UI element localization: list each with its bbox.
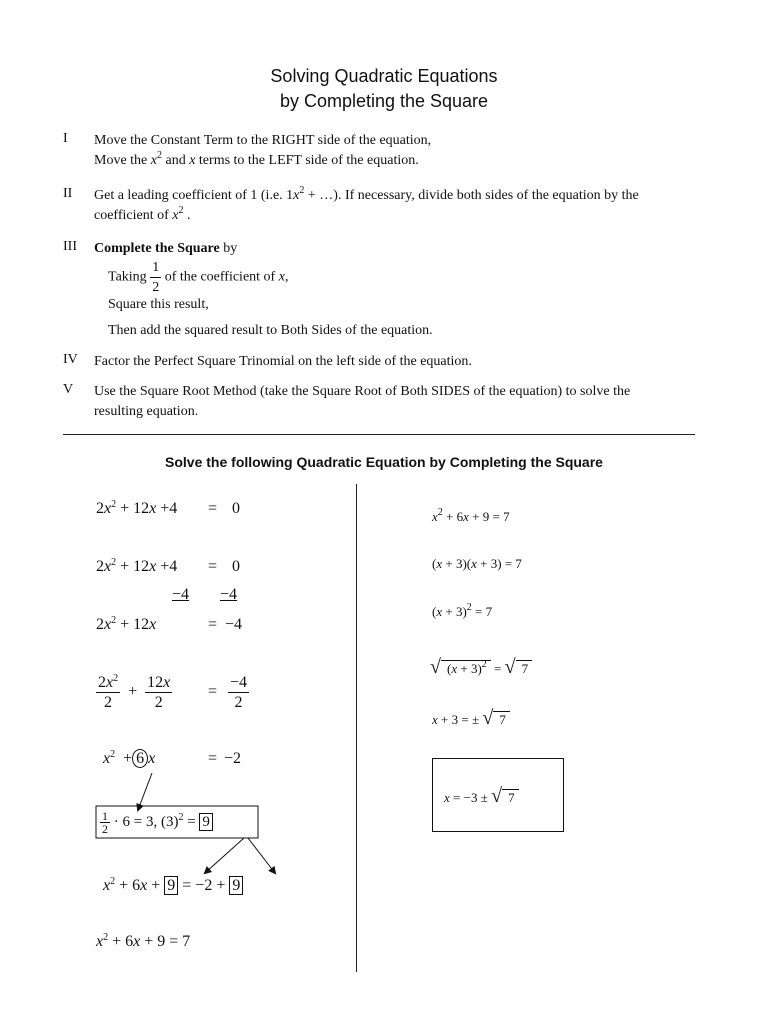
sqrt-icon: √	[504, 656, 516, 678]
step-line: Get a leading coefficient of 1 (i.e. $1x^2$ + …). If necessary, divide both sides of the equation by the	[94, 185, 639, 203]
equation-line: $x^2 + 6x + 9 = -2 + 9$	[103, 877, 243, 895]
equation-rhs: −2	[224, 750, 242, 767]
fraction: $\frac{-4}{2}$	[230, 674, 248, 711]
section-heading: Solve the following Quadratic Equation by Completing the Square	[165, 454, 603, 470]
equation-line: √ $(x + 3)^2$ = √ 7	[430, 656, 532, 679]
equation-rhs: −4	[225, 616, 243, 633]
equation-line: $2x^2 + 12x$	[96, 615, 157, 633]
equation-line: (x + 3)(x + 3) = 7	[432, 556, 522, 571]
subtraction-right: −4	[220, 586, 238, 603]
arrow	[248, 838, 275, 873]
step-number: II	[63, 186, 73, 201]
subtraction-left: −4	[172, 586, 190, 603]
equation-rhs: 0	[232, 500, 240, 517]
fraction: $\frac{12x}{2}$	[147, 674, 171, 711]
page-title-line1: Solving Quadratic Equations	[270, 66, 498, 86]
fraction-one-half: $\frac{1}{2}$	[152, 260, 160, 295]
step-line: Use the Square Root Method (take the Square Root of Both SIDES of the equation) to solve the	[94, 384, 631, 399]
equals-sign: =	[208, 500, 218, 517]
fraction-equation: $\frac{2x^2}{2}$ + $\frac{12x}{2}$	[98, 673, 171, 711]
equals-sign: =	[208, 558, 218, 575]
sqrt-icon: √	[491, 785, 503, 807]
boxed-value: 9	[164, 876, 178, 895]
equation-line: $2x^2 + 12x +4$	[96, 557, 178, 575]
step-line: coefficient of $x^2$ .	[94, 205, 191, 223]
equation-line: x + 3 = ± √ 7	[432, 707, 510, 730]
circled-coefficient: 6	[132, 749, 148, 768]
sqrt-icon: √	[482, 707, 494, 729]
boxed-value: 9	[199, 813, 213, 831]
fraction: $\frac{2x^2}{2}$	[98, 673, 119, 711]
page-title-line2: by Completing the Square	[279, 91, 489, 111]
step-line: Square this result,	[108, 297, 209, 312]
step-line: Then add the squared result to Both Sides of the equation.	[108, 323, 433, 338]
equals-sign: =	[208, 616, 218, 633]
half-coefficient-calc: $\frac{1}{2}$ · 6 = 3, $(3)^2 = 9$	[100, 810, 213, 835]
step-line: resulting equation.	[94, 404, 199, 419]
equation-line: $x^2 + 6$ x	[103, 749, 156, 767]
step-heading: Complete the Square by	[94, 241, 238, 256]
equation-line: $x^2 + 6x + 9 = 7$	[96, 932, 191, 950]
equals-sign: =	[208, 683, 218, 700]
step-number: III	[63, 239, 77, 254]
equation-line: $2x^2 + 12x +4$	[96, 499, 178, 517]
step-line: Move the $x^2$ and x terms to the LEFT side of the equation.	[94, 150, 419, 168]
final-answer: x = −3 ± √ 7	[444, 785, 519, 808]
equation-line: $(x + 3)^2 = 7$	[432, 602, 493, 619]
step-number: I	[63, 131, 68, 146]
arrow	[138, 773, 152, 810]
step-line: Move the Constant Term to the RIGHT side of the equation,	[94, 133, 432, 148]
step-number: IV	[63, 352, 78, 367]
boxed-value: 9	[229, 876, 243, 895]
equals-sign: =	[208, 750, 218, 767]
equation-line: $x^2 + 6x + 9 = 7$	[432, 507, 510, 524]
step-line: Taking $\frac{1}{2}$ of the coefficient of x,	[108, 260, 289, 295]
sqrt-icon: √	[430, 656, 441, 678]
arrow	[205, 838, 244, 873]
step-line: Factor the Perfect Square Trinomial on the left side of the equation.	[94, 354, 472, 369]
equation-rhs: 0	[232, 558, 240, 575]
step-number: V	[63, 382, 74, 397]
